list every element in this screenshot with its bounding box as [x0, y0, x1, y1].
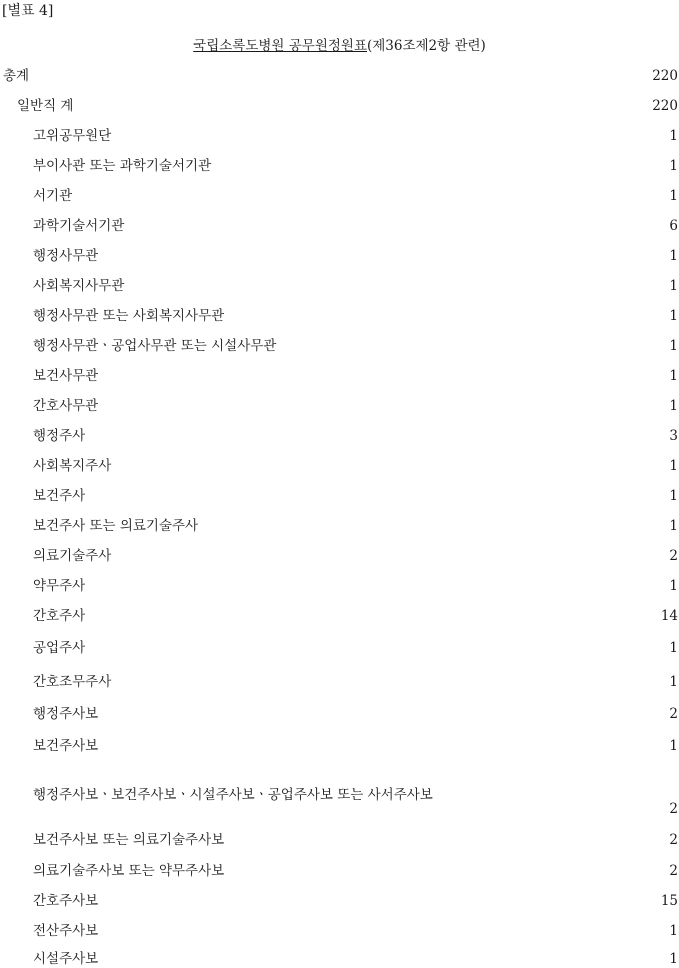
position-label: 간호주사보: [33, 893, 99, 909]
position-label: 서기관: [33, 188, 73, 204]
position-label: 행정주사보ㆍ보건주사보ㆍ시설주사보ㆍ공업주사보 또는 사서주사보: [33, 787, 433, 803]
position-count: 1: [669, 458, 678, 474]
position-count: 1: [669, 640, 678, 656]
position-label: 보건주사보: [33, 738, 99, 754]
position-label: 부이사관 또는 과학기술서기관: [33, 158, 212, 174]
position-label: 전산주사보: [33, 923, 99, 939]
position-count: 1: [669, 923, 678, 939]
position-label: 보건주사: [33, 488, 86, 504]
position-label: 보건주사 또는 의료기술주사: [33, 518, 199, 534]
total-value: 220: [652, 68, 678, 84]
position-label: 행정사무관 또는 사회복지사무관: [33, 308, 225, 324]
position-count: 3: [669, 428, 678, 444]
position-count: 14: [660, 608, 678, 624]
title-main: 국립소록도병원 공무원정원표: [193, 38, 367, 54]
position-label: 의료기술주사: [33, 548, 112, 564]
position-count: 2: [669, 832, 678, 848]
position-count: 1: [669, 488, 678, 504]
title-suffix: (제36조제2항 관련): [366, 38, 486, 54]
total-label: 총계: [3, 68, 30, 84]
position-count: 2: [669, 863, 678, 879]
position-count: 1: [669, 738, 678, 754]
position-label: 행정사무관ㆍ공업사무관 또는 시설사무관: [33, 338, 277, 354]
position-label: 시설주사보: [33, 951, 99, 967]
position-label: 고위공무원단: [33, 128, 112, 144]
position-count: 1: [669, 128, 678, 144]
position-label: 간호사무관: [33, 398, 99, 414]
position-count: 1: [669, 368, 678, 384]
position-count: 1: [669, 398, 678, 414]
position-count: 1: [669, 951, 678, 967]
position-label: 간호주사: [33, 608, 86, 624]
position-count: 1: [669, 338, 678, 354]
position-count: 2: [669, 548, 678, 564]
general-total-value: 220: [652, 98, 678, 114]
position-count: 1: [669, 578, 678, 594]
position-label: 보건주사보 또는 의료기술주사보: [33, 832, 225, 848]
position-label: 행정사무관: [33, 248, 99, 264]
position-label: 의료기술주사보 또는 약무주사보: [33, 863, 225, 879]
position-count: 2: [669, 801, 678, 817]
position-count: 1: [669, 518, 678, 534]
document-title: [0, 34, 679, 54]
position-label: 행정주사: [33, 428, 86, 444]
position-count: 1: [669, 308, 678, 324]
position-label: 사회복지사무관: [33, 278, 125, 294]
position-count: 15: [660, 893, 678, 909]
position-count: 1: [669, 278, 678, 294]
position-count: 6: [669, 218, 678, 234]
position-label: 보건사무관: [33, 368, 99, 384]
position-count: 2: [669, 706, 678, 722]
annex-label: [별표 4]: [2, 3, 54, 19]
position-count: 1: [669, 188, 678, 204]
position-label: 사회복지주사: [33, 458, 112, 474]
position-label: 약무주사: [33, 578, 86, 594]
position-count: 1: [669, 674, 678, 690]
position-count: 1: [669, 158, 678, 174]
position-label: 간호조무주사: [33, 674, 112, 690]
position-label: 과학기술서기관: [33, 218, 125, 234]
position-label: 공업주사: [33, 640, 86, 656]
position-label: 행정주사보: [33, 706, 99, 722]
position-count: 1: [669, 248, 678, 264]
general-total-label: 일반직 계: [17, 98, 74, 114]
